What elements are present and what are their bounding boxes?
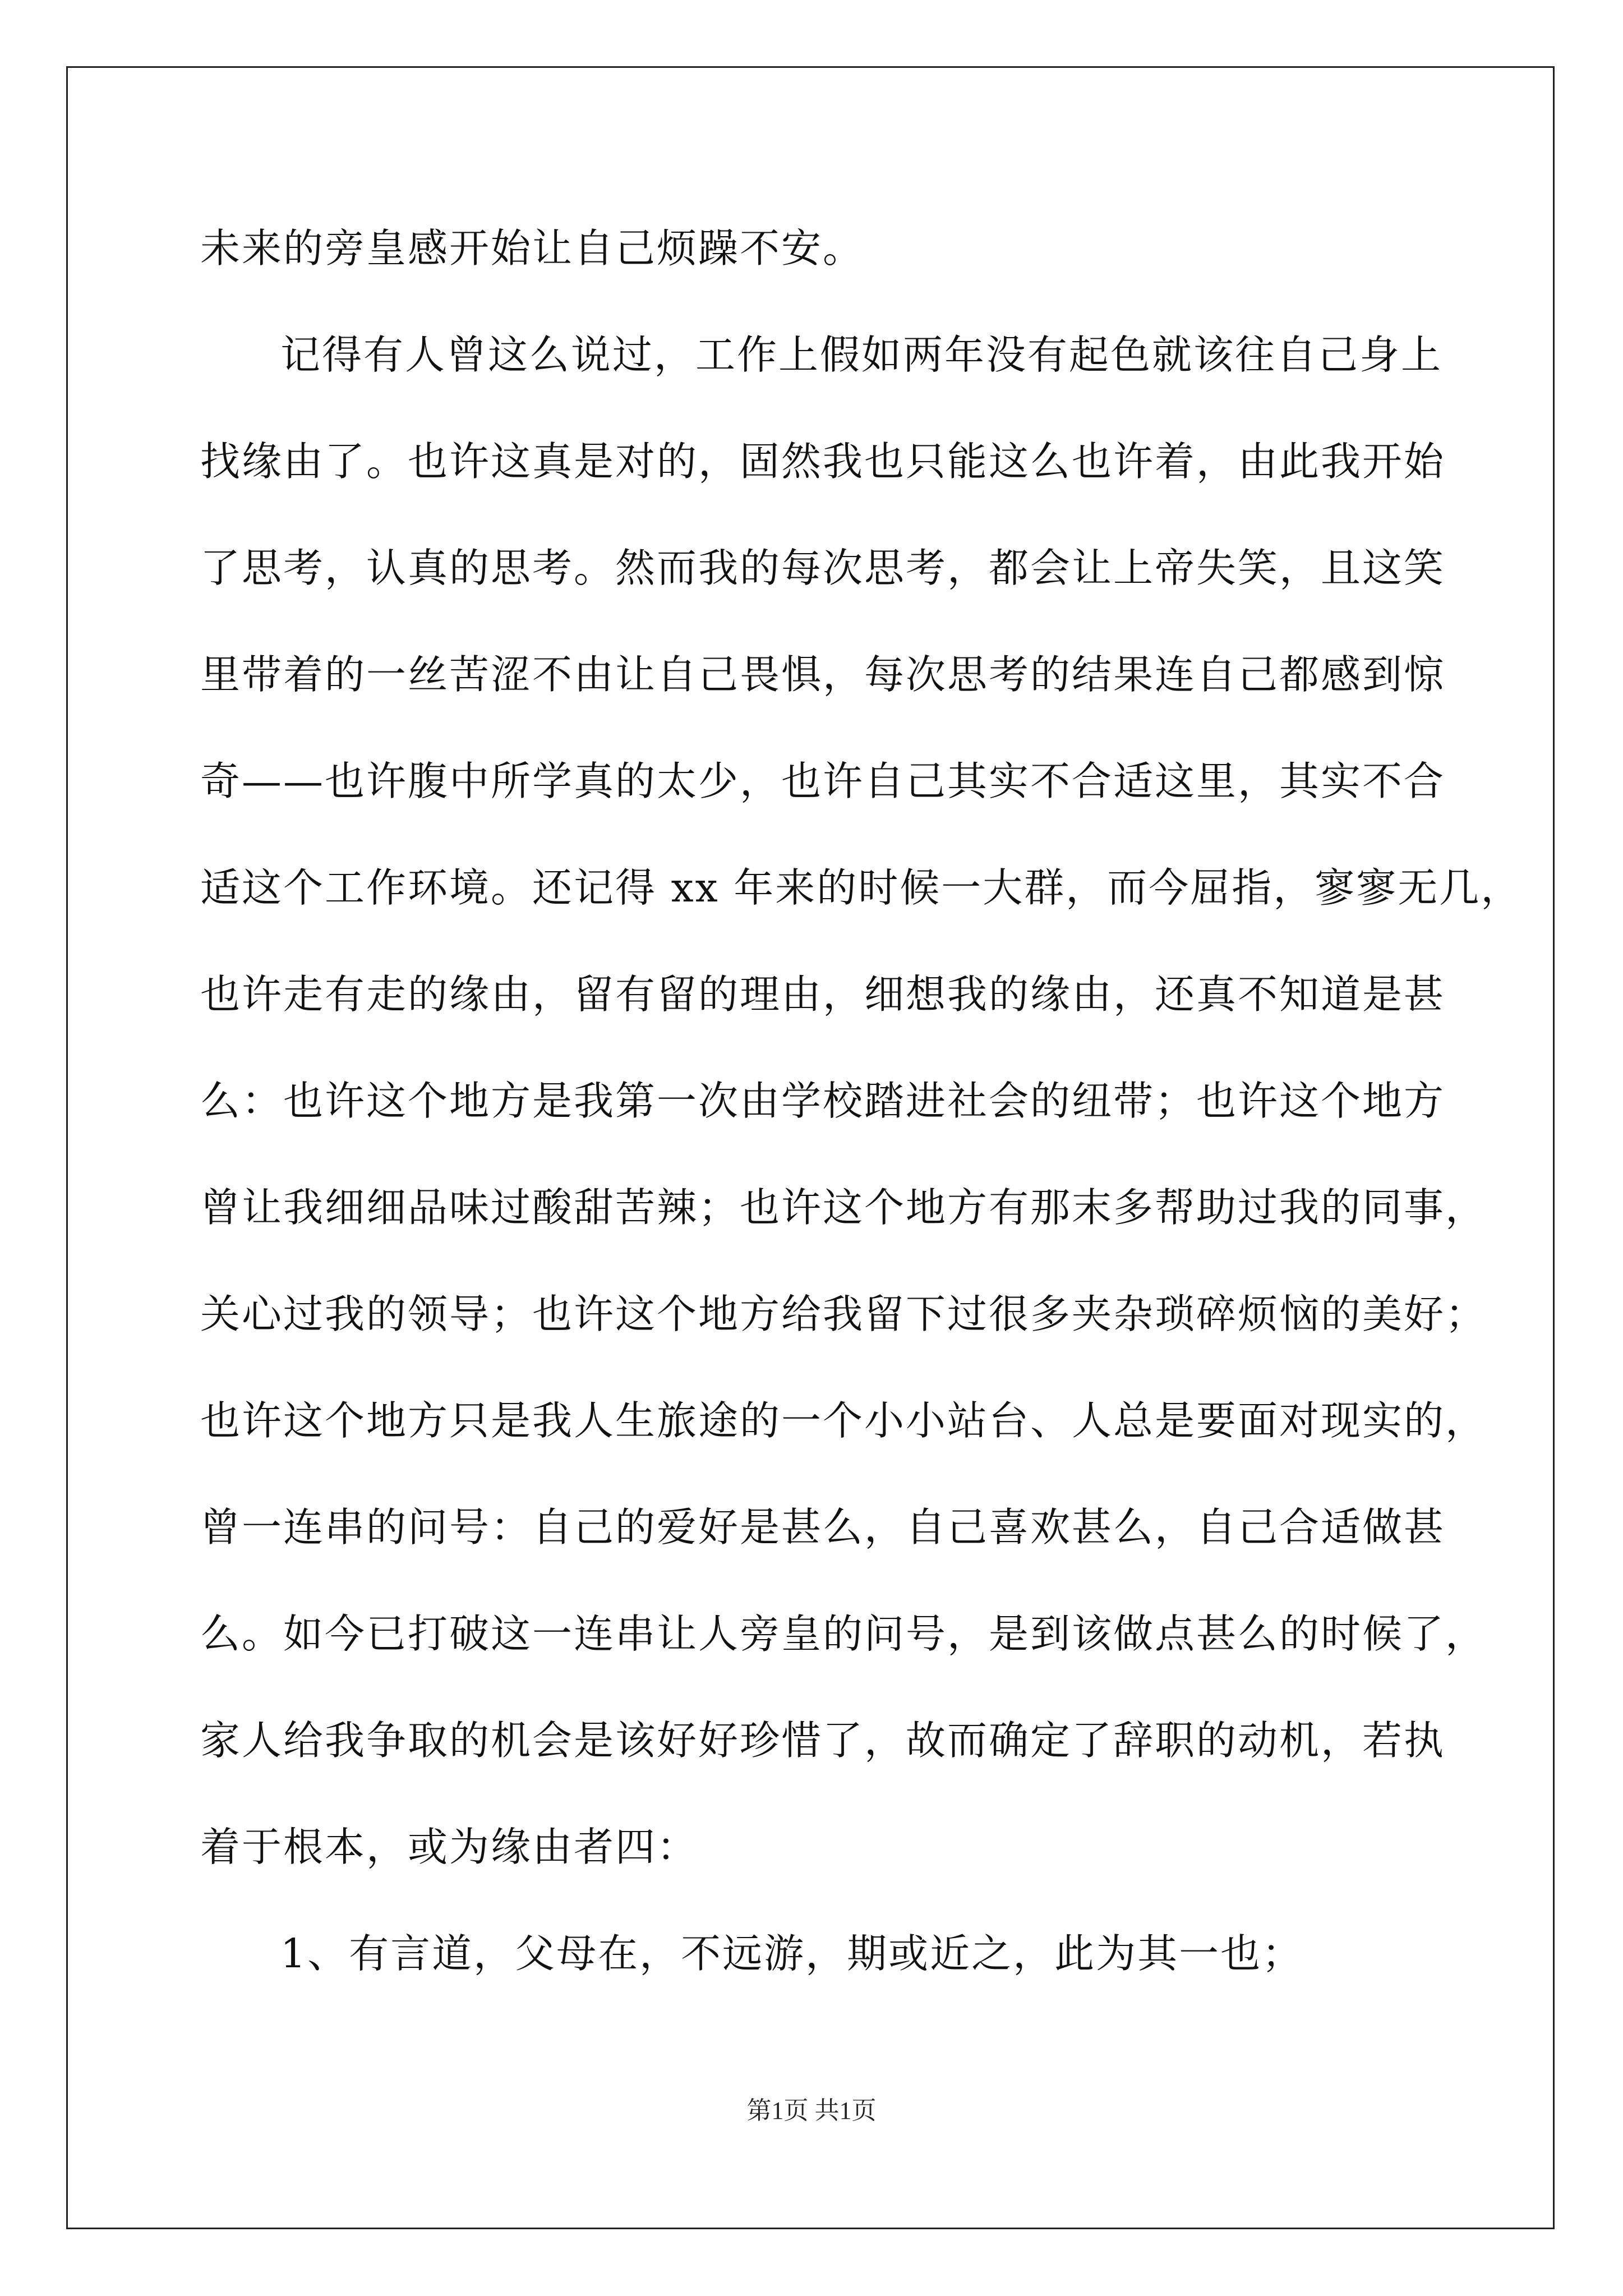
- page-frame: [66, 66, 1555, 2229]
- text-line: 么。如今已打破这一连串让人旁皇的问号，是到该做点甚么的时候了，: [200, 1611, 1487, 1657]
- page-number-footer: 第1页 共1页: [746, 2097, 877, 2124]
- text-line: 奇——也许腹中所学真的太少，也许自己其实不合适这里，其实不合: [200, 758, 1446, 804]
- text-line: 未来的旁皇感开始让自己烦躁不安。: [200, 225, 865, 272]
- text-line: 找缘由了。也许这真是对的，固然我也只能这么也许着，由此我开始: [200, 438, 1446, 485]
- text-line: 关心过我的领导；也许这个地方给我留下过很多夹杂琐碎烦恼的美好；: [200, 1291, 1487, 1337]
- text-line: 么：也许这个地方是我第一次由学校踏进社会的纽带；也许这个地方: [200, 1078, 1446, 1124]
- text-line: 适这个工作环境。还记得 xx 年来的时候一大群，而今屈指，寥寥无几，: [200, 864, 1523, 911]
- paragraph-start-line: 记得有人曾这么说过，工作上假如两年没有起色就该往自己身上: [280, 332, 1443, 378]
- text-line: 里带着的一丝苦涩不由让自己畏惧，每次思考的结果连自己都感到惊: [200, 651, 1446, 698]
- text-line: 家人给我争取的机会是该好好珍惜了，故而确定了辞职的动机，若执: [200, 1717, 1446, 1764]
- text-line: 也许这个地方只是我人生旅途的一个小小站台、人总是要面对现实的，: [200, 1397, 1487, 1444]
- text-line: 着于根本，或为缘由者四：: [200, 1824, 699, 1870]
- text-line: 曾一连串的问号：自己的爱好是甚么，自己喜欢甚么，自己合适做甚: [200, 1504, 1446, 1550]
- list-item-line: 1、有言道，父母在，不远游，期或近之，此为其一也；: [280, 1930, 1304, 1977]
- text-line: 了思考，认真的思考。然而我的每次思考，都会让上帝失笑，且这笑: [200, 545, 1446, 591]
- text-line: 也许走有走的缘由，留有留的理由，细想我的缘由，还真不知道是甚: [200, 971, 1446, 1018]
- text-line: 曾让我细细品味过酸甜苦辣；也许这个地方有那末多帮助过我的同事，: [200, 1184, 1487, 1231]
